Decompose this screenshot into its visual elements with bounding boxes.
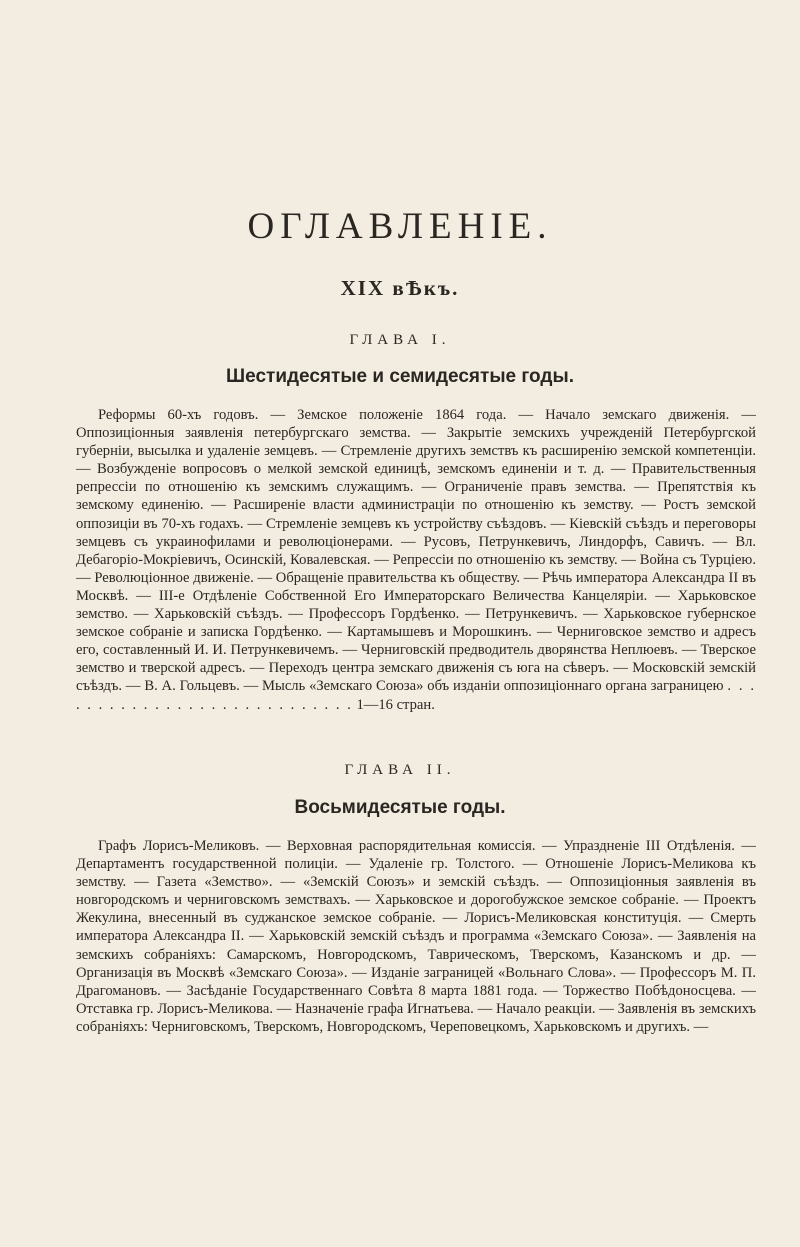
chapter-2-label: ГЛАВА II. — [344, 762, 456, 778]
chapter-2-summary — [76, 837, 756, 1036]
century-heading: XIX вѢкъ. — [340, 276, 460, 300]
page-title: ОГЛАВЛЕНІЕ. — [247, 206, 553, 247]
chapter-1-label: ГЛАВА I. — [349, 332, 451, 348]
chapter-1-title: Шестидесятые и семидесятые годы. — [226, 366, 574, 387]
chapter-2-title: Восьмидесятые годы. — [294, 797, 506, 818]
chapter-1-summary: Реформы 60-хъ годовъ. — Земское положеніе 1864 года. — Начало земскаго движенія. — Оппозиціонныя заявленія петербургскаго земства. — Закрытіе земскихъ учрежденій Петербургской губерніи, высылка и удаленіе земцевъ. — Стремленіе другихъ земствъ къ расширенію земской компетенціи. — Возбужденіе вопросовъ о мелкой земской единицѣ, земскомъ единеніи и т. д. — Правительственныя репрессіи по отношенію къ земскимъ служащимъ. — Ограниченіе правъ земства. — Препятствія къ земскому единенію. — Расширеніе власти администраціи по отношенію къ земству. — Ростъ земской оппозиціи въ 70-хъ годахъ. — Стремленіе земцевъ къ устройству съѣздовъ. — Кіевскій съѣздъ и переговоры земцевъ съ украинофилами и революціонерами. — Русовъ, Петрункевичъ, Линдорфъ, Савичъ. — Вл. Дебагоріо-Мокріевичъ, Осинскій, Ковалевская. — Репрессіи по отношенію къ земству. — Война съ Турціею. — Революціонное движеніе. — Обращеніе правительства къ обществу. — Рѣчь императора Александра II въ Москвѣ. — III-е Отдѣленіе Собственной Его Императорскаго Величества Канцеляріи. — Харьковское земство. — Харьковскій съѣздъ. — Профессоръ Гордѣенко. — Петрункевичъ. — Харьковское губернское земское собраніе и записка Гордѣенко. — Картамышевъ и Морошкинъ. — Черниговское земство и адресъ его, составленный И. И. Петрункевичемъ. — Черниговскій предводитель дворянства Неплюевъ. — Тверское земство и тверской адресъ. — Переходъ центра земскаго движенія съ юга на сѣверъ. — Московскій земскій съѣздъ. — В. А. Гольцевъ. — Мысль «Земскаго Союза» объ изданіи оппозиціоннаго органа заграницею . . . . . . . . . . . . . . . . . . . . . . . . . . . . 1—16 стран. — [76, 407, 757, 713]
chapter-2-text: Графъ Лорисъ-Меликовъ. — Верховная распорядительная комиссія. — Упраздненіе III Отдѣленія. — Департаментъ государственной полиціи. — Удаленіе гр. Толстого. — Отношеніе Лорисъ-Меликова къ земству. — Газета «Земство». — «Земскій Союзъ» и земскій съѣздъ. — Оппозиціонныя заявленія въ новгородскомъ и черниговскомъ земствахъ. — Харьковское и дорогобужское земское собраніе. — Проектъ Жекулина, внесенный въ суджанское земское собраніе. — Лорисъ-Меликовская конституція. — Смерть императора Александра II. — Харьковскій земскій съѣздъ и программа «Земскаго Союза». — Заявленія на земскихъ собраніяхъ: Самарскомъ, Новгородскомъ, Таврическомъ, Тверскомъ, Казанскомъ и др. — Организація въ Москвѣ «Земскаго Союза». — Изданіе заграницей «Вольнаго Слова». — Профессоръ М. П. Драгомановъ. — Засѣданіе Государственнаго Совѣта 8 марта 1881 года. — Торжество Побѣдоносцева. — Отставка гр. Лорисъ-Меликова. — Назначеніе графа Игнатьева. — Начало реакціи. — Заявленія въ земскихъ собраніяхъ: Черниговскомъ, Тверскомъ, Новгородскомъ, Череповецкомъ, Харьковскомъ и другихъ. — — [76, 838, 756, 1035]
chapter-1-pages: 1—16 стран. — [356, 696, 435, 713]
chapter-1-text: Реформы 60-хъ годовъ. — Земское положеніе 1864 года. — Начало земскаго движенія. — Оппозиціонныя заявленія петербургскаго земства. — Закрытіе земскихъ учрежденій Петербургской губерніи, высылка и удаленіе земцевъ. — Стремленіе другихъ земствъ къ расширенію земской компетенціи. — Возбужденіе вопросовъ о мелкой земской единицѣ, земскомъ единеніи и т. д. — Правительственныя репрессіи по отношенію къ земскимъ служащимъ. — Ограниченіе правъ земства. — Препятствія къ земскому единенію. — Расширеніе власти администраціи по отношенію къ земству. — Ростъ земской оппозиціи въ 70-хъ годахъ. — Стремленіе земцевъ къ устройству съѣздовъ. — Кіевскій съѣздъ и переговоры земцевъ съ украинофилами и революціонерами. — Русовъ, Петрункевичъ, Линдорфъ, Савичъ. — Вл. Дебагоріо-Мокріевичъ, Осинскій, Ковалевская. — Репрессіи по отношенію къ земству. — Война съ Турціею. — Революціонное движеніе. — Обращеніе правительства къ обществу. — Рѣчь императора Александра II въ Москвѣ. — III-е Отдѣленіе Собственной Его Императорскаго Величества Канцеляріи. — Харьковское земство. — Харьковскій съѣздъ. — Профессоръ Гордѣенко. — Петрункевичъ. — Харьковское губернское земское собраніе и записка Гордѣенко. — Картамышевъ и Морошкинъ. — Черниговское земство и адресъ его, составленный И. И. Петрункевичемъ. — Черниговскій предводитель дворянства Неплюевъ. — Тверское земство и тверской адресъ. — Переходъ центра земскаго движенія съ юга на сѣверъ. — Московскій земскій съѣздъ. — В. А. Гольцевъ. — Мысль «Земскаго Союза» объ изданіи оппозиціоннаго органа заграницею — [76, 407, 756, 695]
